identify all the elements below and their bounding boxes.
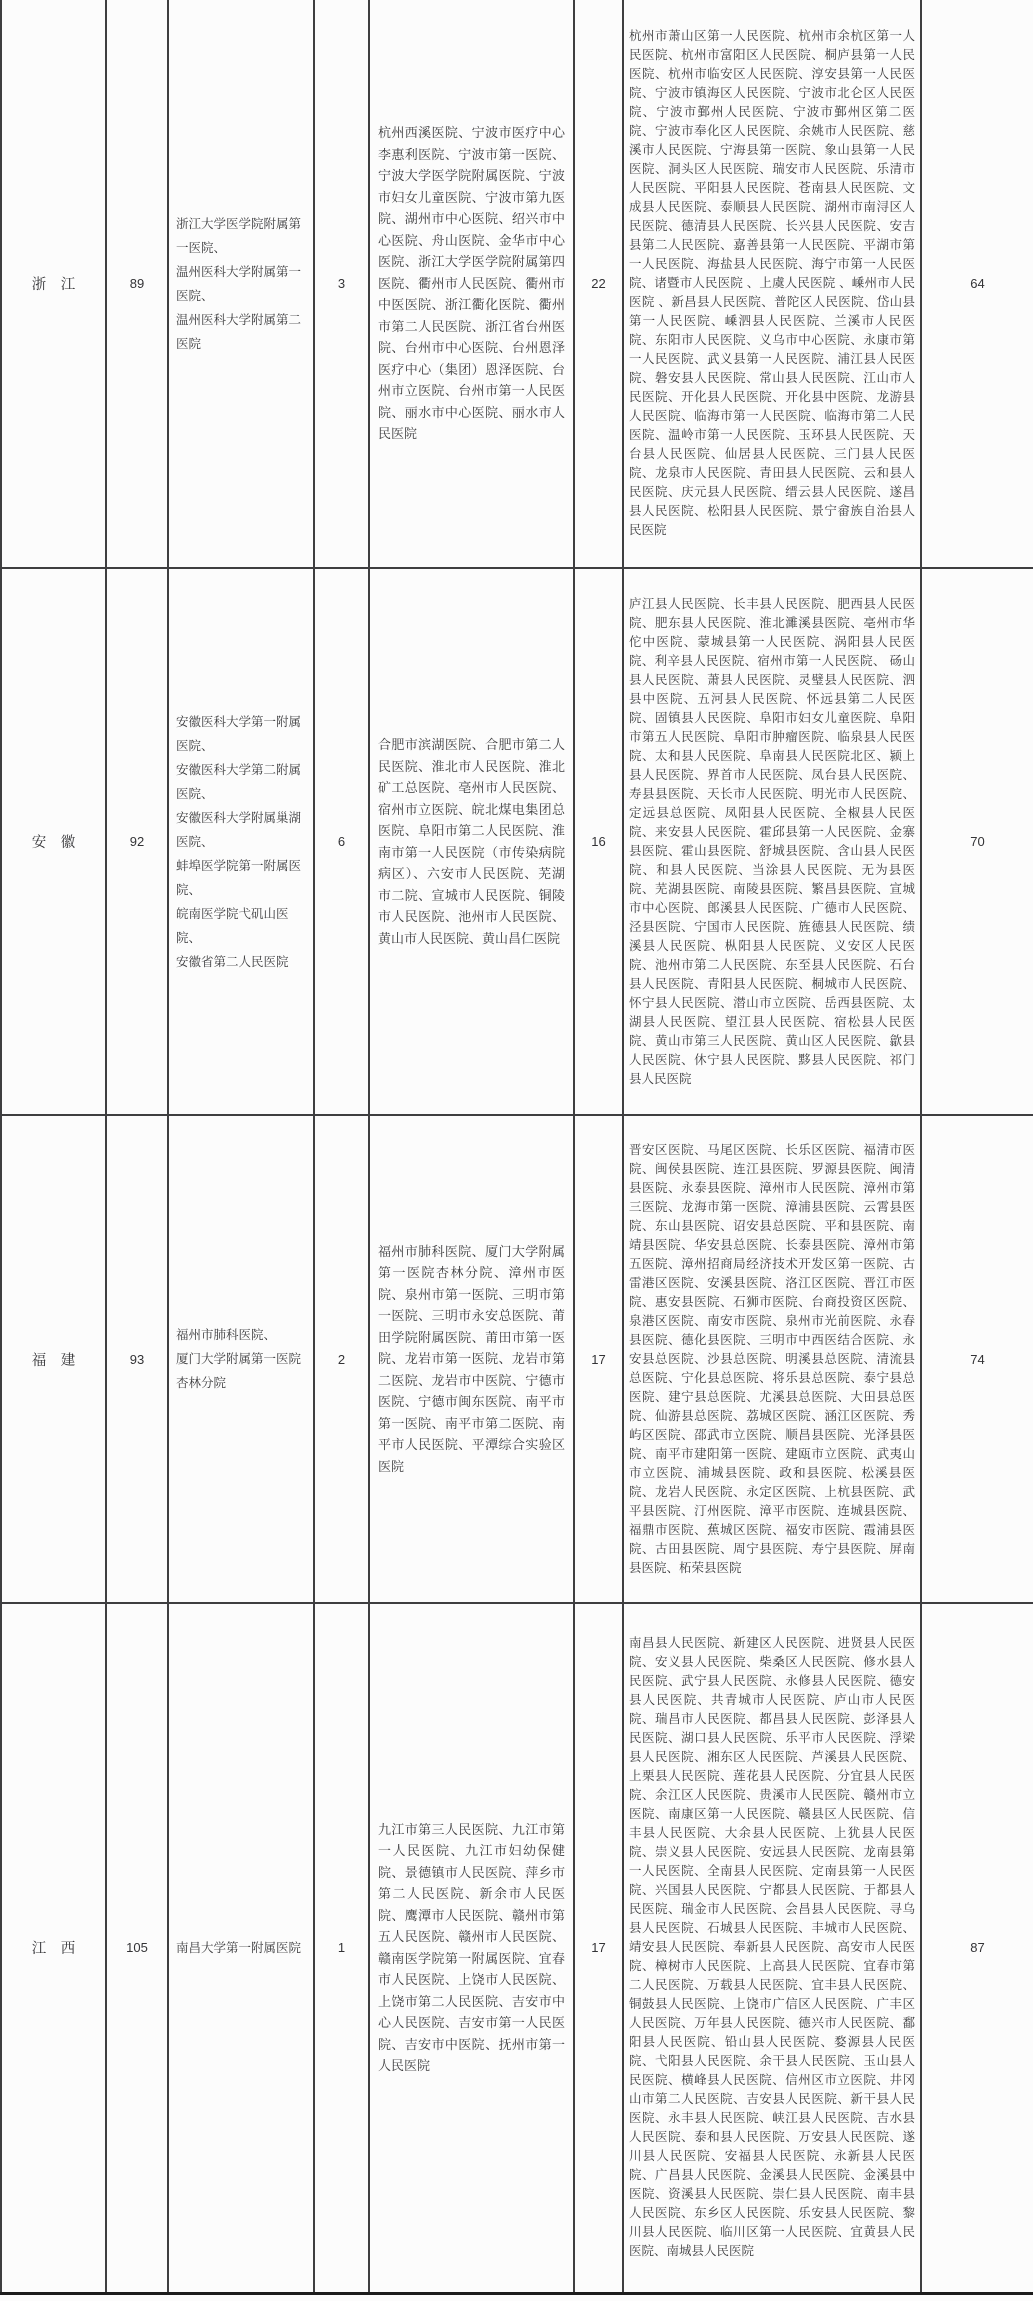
table-body <box>1 0 1033 2293</box>
city-count-cell: 17 <box>574 1603 623 2293</box>
city-count-cell: 17 <box>574 1115 623 1603</box>
province-total-count-cell: 105 <box>106 1603 168 2293</box>
county-hospitals-cell: 晋安区医院、马尾区医院、长乐区医院、福清市医院、闽侯县医院、连江县医院、罗源县医院、闽清县医院、永泰县医院、漳州市人民医院、漳州市第三医院、龙海市第一医院、漳浦县医院、云霄县医院、东山县医院、诏安县总医院、平和县医院、南靖县医院、华安县总医院、长泰县医院、漳州市第五医院、漳州招商局经济技术开发区第一医院、古雷港区医院、安溪县医院、洛江区医院、晋江市医院、惠安县医院、石狮市医院、台商投资区医院、泉港区医院、南安市医院、泉州市光前医院、永春县医院、德化县医院、三明市中西医结合医院、永安县总医院、沙县总医院、明溪县总医院、清流县总医院、宁化县总医院、将乐县总医院、泰宁县总医院、建宁县总医院、尤溪县总医院、大田县总医院、仙游县总医院、荔城区医院、涵江区医院、秀屿区医院、邵武市立医院、顺昌县医院、光泽县医院、南平市建阳第一医院、建瓯市立医院、武夷山市立医院、浦城县医院、政和县医院、松溪县医院、龙岩人民医院、永定区医院、上杭县医院、武平县医院、汀州医院、漳平市医院、连城县医院、福鼎市医院、蕉城区医院、福安市医院、霞浦县医院、古田县医院、周宁县医院、寿宁县医院、屏南县医院、柘荣县医院 <box>623 1115 921 1603</box>
county-hospitals-cell: 庐江县人民医院、长丰县人民医院、肥西县人民医院、肥东县人民医院、淮北濉溪县医院、亳州市华佗中医院、蒙城县第一人民医院、涡阳县人民医院、利辛县人民医院、宿州市第一人民医院、 砀山县人民医院、萧县人民医院、灵璧县人民医院、泗县中医院、五河县人民医院、怀远县第二人民医院、固镇县人民医院、阜阳市妇女儿童医院、阜阳市第五人民医院、阜阳市肿瘤医院、临泉县人民医院、太和县人民医院、阜南县人民医院北区、颍上县人民医院、界首市人民医院、凤台县人民医院、寿县县医院、天长市人民医院、明光市人民医院、定远县总医院、凤阳县人民医院、全椒县人民医院、来安县人民医院、霍邱县第一人民医院、金寨县医院、霍山县医院、舒城县医院、含山县人民医院、和县人民医院、当涂县人民医院、无为县医院、芜湖县医院、南陵县医院、繁昌县医院、宣城市中心医院、郎溪县人民医院、广德市人民医院、泾县医院、宁国市人民医院、旌德县人民医院、绩溪县人民医院、枞阳县人民医院、义安区人民医院、池州市第二人民医院、东至县人民医院、石台县人民医院、青阳县人民医院、桐城市人民医院、怀宁县人民医院、潜山市立医院、岳西县医院、太湖县人民医院、望江县人民医院、宿松县人民医院、黄山市第三人民医院、黄山区人民医院、歙县人民医院、休宁县人民医院、黟县人民医院、祁门县人民医院 <box>623 568 921 1115</box>
table-row <box>1 1603 1033 2293</box>
county-count-cell: 87 <box>921 1603 1033 2293</box>
affiliated-count-cell: 2 <box>314 1115 369 1603</box>
hospital-entry: 蚌埠医学院第一附属医院、 <box>176 858 302 897</box>
province-cell: 浙 江 <box>1 0 106 568</box>
university-affiliated-hospitals-cell <box>168 568 314 1115</box>
table-row <box>1 0 1033 568</box>
affiliated-count-cell: 1 <box>314 1603 369 2293</box>
county-hospitals-cell: 南昌县人民医院、新建区人民医院、进贤县人民医院、安义县人民医院、柴桑区人民医院、修水县人民医院、武宁县人民医院、永修县人民医院、德安县人民医院、共青城市人民医院、庐山市人民医院、瑞昌市人民医院、都昌县人民医院、彭泽县人民医院、湖口县人民医院、乐平市人民医院、浮梁县人民医院、湘东区人民医院、芦溪县人民医院、上栗县人民医院、莲花县人民医院、分宜县人民医院、余江区人民医院、贵溪市人民医院、赣州市立医院、南康区第一人民医院、赣县区人民医院、信丰县人民医院、大余县人民医院、上犹县人民医院、崇义县人民医院、安远县人民医院、龙南县第一人民医院、全南县人民医院、定南县第一人民医院、兴国县人民医院、宁都县人民医院、于都县人民医院、瑞金市人民医院、会昌县人民医院、寻乌县人民医院、石城县人民医院、丰城市人民医院、靖安县人民医院、奉新县人民医院、高安市人民医院、樟树市人民医院、上高县人民医院、宜春市第二人民医院、万载县人民医院、宜丰县人民医院、铜鼓县人民医院、上饶市广信区人民医院、广丰区人民医院、万年县人民医院、德兴市人民医院、鄱阳县人民医院、铅山县人民医院、婺源县人民医院、弋阳县人民医院、余干县人民医院、玉山县人民医院、横峰县人民医院、信州区市立医院、井冈山市第二人民医院、吉安县人民医院、新干县人民医院、永丰县人民医院、峡江县人民医院、吉水县人民医院、泰和县人民医院、万安县人民医院、遂川县人民医院、安福县人民医院、永新县人民医院、广昌县人民医院、金溪县人民医院、金溪县中医院、资溪县人民医院、崇仁县人民医院、南丰县人民医院、东乡区人民医院、乐安县人民医院、黎川县人民医院、临川区第一人民医院、宜黄县人民医院、南城县人民医院 <box>623 1603 921 2293</box>
hospital-entry: 浙江大学医学院附属第一医院、 <box>176 216 302 255</box>
province-cell: 江 西 <box>1 1603 106 2293</box>
city-count-cell: 16 <box>574 568 623 1115</box>
affiliated-count-cell: 3 <box>314 0 369 568</box>
county-hospitals-cell: 杭州市萧山区第一人民医院、杭州市余杭区第一人民医院、杭州市富阳区人民医院、桐庐县第一人民医院、杭州市临安区人民医院、淳安县第一人民医院、宁波市镇海区人民医院、宁波市北仑区人民医院、宁波市鄞州人民医院、宁波市鄞州区第二医院、宁波市奉化区人民医院、余姚市人民医院、慈溪市人民医院、宁海县第一医院、象山县第一人民医院、洞头区人民医院、瑞安市人民医院、乐清市人民医院、平阳县人民医院、苍南县人民医院、文成县人民医院、泰顺县人民医院、湖州市南浔区人民医院、德清县人民医院、长兴县人民医院、安吉县第二人民医院、嘉善县第一人民医院、平湖市第一人民医院、海盐县人民医院、海宁市第一人民医院、诸暨市人民医院 、上虞人民医院 、嵊州市人民医院 、新昌县人民医院、普陀区人民医院、岱山县第一人民医院、嵊泗县人民医院、兰溪市人民医院、东阳市人民医院、义乌市中心医院、永康市第一人民医院、武义县第一人民医院、浦江县人民医院、磐安县人民医院、常山县人民医院、江山市人民医院、开化县人民医院、开化县中医院、龙游县人民医院、临海市第一人民医院、临海市第二人民医院、温岭市第一人民医院、玉环县人民医院、天台县人民医院、仙居县人民医院、三门县人民医院、龙泉市人民医院、青田县人民医院、云和县人民医院、庆元县人民医院、缙云县人民医院、遂昌县人民医院、松阳县人民医院、景宁畲族自治县人民医院 <box>623 0 921 568</box>
hospital-entry: 安徽医科大学附属巢湖医院、 <box>176 810 302 849</box>
hospital-entry: 安徽医科大学第一附属医院、 <box>176 714 302 753</box>
university-affiliated-hospitals-cell <box>168 1603 314 2293</box>
province-total-count-cell: 93 <box>106 1115 168 1603</box>
province-total-count-cell: 89 <box>106 0 168 568</box>
hospital-entry: 温州医科大学附属第二医院 <box>176 312 302 351</box>
affiliated-count-cell: 6 <box>314 568 369 1115</box>
city-count-cell: 22 <box>574 0 623 568</box>
table-row <box>1 1115 1033 1603</box>
hospital-entry: 厦门大学附属第一医院杏林分院 <box>176 1352 302 1390</box>
hospital-entry: 皖南医学院弋矶山医院、 <box>176 906 289 945</box>
county-count-cell: 64 <box>921 0 1033 568</box>
hospital-entry: 安徽医科大学第二附属医院、 <box>176 762 302 801</box>
province-total-count-cell: 92 <box>106 568 168 1115</box>
hospital-entry: 福州市肺科医院、 <box>176 1328 277 1342</box>
city-hospitals-cell: 九江市第三人民医院、九江市第一人民医院、九江市妇幼保健院、景德镇市人民医院、萍乡市第二人民医院、新余市人民医院、鹰潭市人民医院、赣州市第五人民医院、赣州市人民医院、赣南医学院第一附属医院、宜春市人民医院、上饶市人民医院、上饶市第二人民医院、吉安市中心人民医院、吉安市第一人民医院、吉安市中医院、抚州市第一人民医院 <box>369 1603 574 2293</box>
county-count-cell: 70 <box>921 568 1033 1115</box>
province-cell: 安 徽 <box>1 568 106 1115</box>
university-affiliated-hospitals-cell <box>168 0 314 568</box>
university-affiliated-hospitals-cell <box>168 1115 314 1603</box>
hospital-entry: 温州医科大学附属第一医院、 <box>176 264 302 303</box>
hospital-entry: 南昌大学第一附属医院 <box>176 1940 302 1955</box>
province-cell: 福 建 <box>1 1115 106 1603</box>
table-row <box>1 568 1033 1115</box>
city-hospitals-cell: 杭州西溪医院、宁波市医疗中心李惠利医院、宁波市第一医院、宁波大学医学院附属医院、宁波市妇女儿童医院、宁波市第九医院、湖州市中心医院、绍兴市中心医院、舟山医院、金华市中心医院、浙江大学医学院附属第四医院、衢州市人民医院、衢州市中医医院、浙江衢化医院、衢州市第二人民医院、浙江省台州医院、台州市中心医院、台州恩泽医疗中心（集团）恩泽医院、台州市立医院、台州市第一人民医院、丽水市中心医院、丽水市人民医院 <box>369 0 574 568</box>
county-count-cell: 74 <box>921 1115 1033 1603</box>
hospital-entry: 安徽省第二人民医院 <box>176 954 289 969</box>
city-hospitals-cell: 福州市肺科医院、厦门大学附属第一医院杏林分院、漳州市医院、泉州市第一医院、三明市第一医院、三明市永安总医院、莆田学院附属医院、莆田市第一医院、龙岩市第一医院、龙岩市第二医院、龙岩市中医院、宁德市医院、宁德市闽东医院、南平市第一医院、南平市第二医院、南平市人民医院、平潭综合实验区医院 <box>369 1115 574 1603</box>
city-hospitals-cell: 合肥市滨湖医院、合肥市第二人民医院、淮北市人民医院、淮北矿工总医院、亳州市人民医院、宿州市立医院、皖北煤电集团总医院、阜阳市第二人民医院、淮南市第一人民医院（市传染病院病区）、六安市人民医院、芜湖市二院、宣城市人民医院、铜陵市人民医院、池州市人民医院、黄山市人民医院、黄山昌仁医院 <box>369 568 574 1115</box>
